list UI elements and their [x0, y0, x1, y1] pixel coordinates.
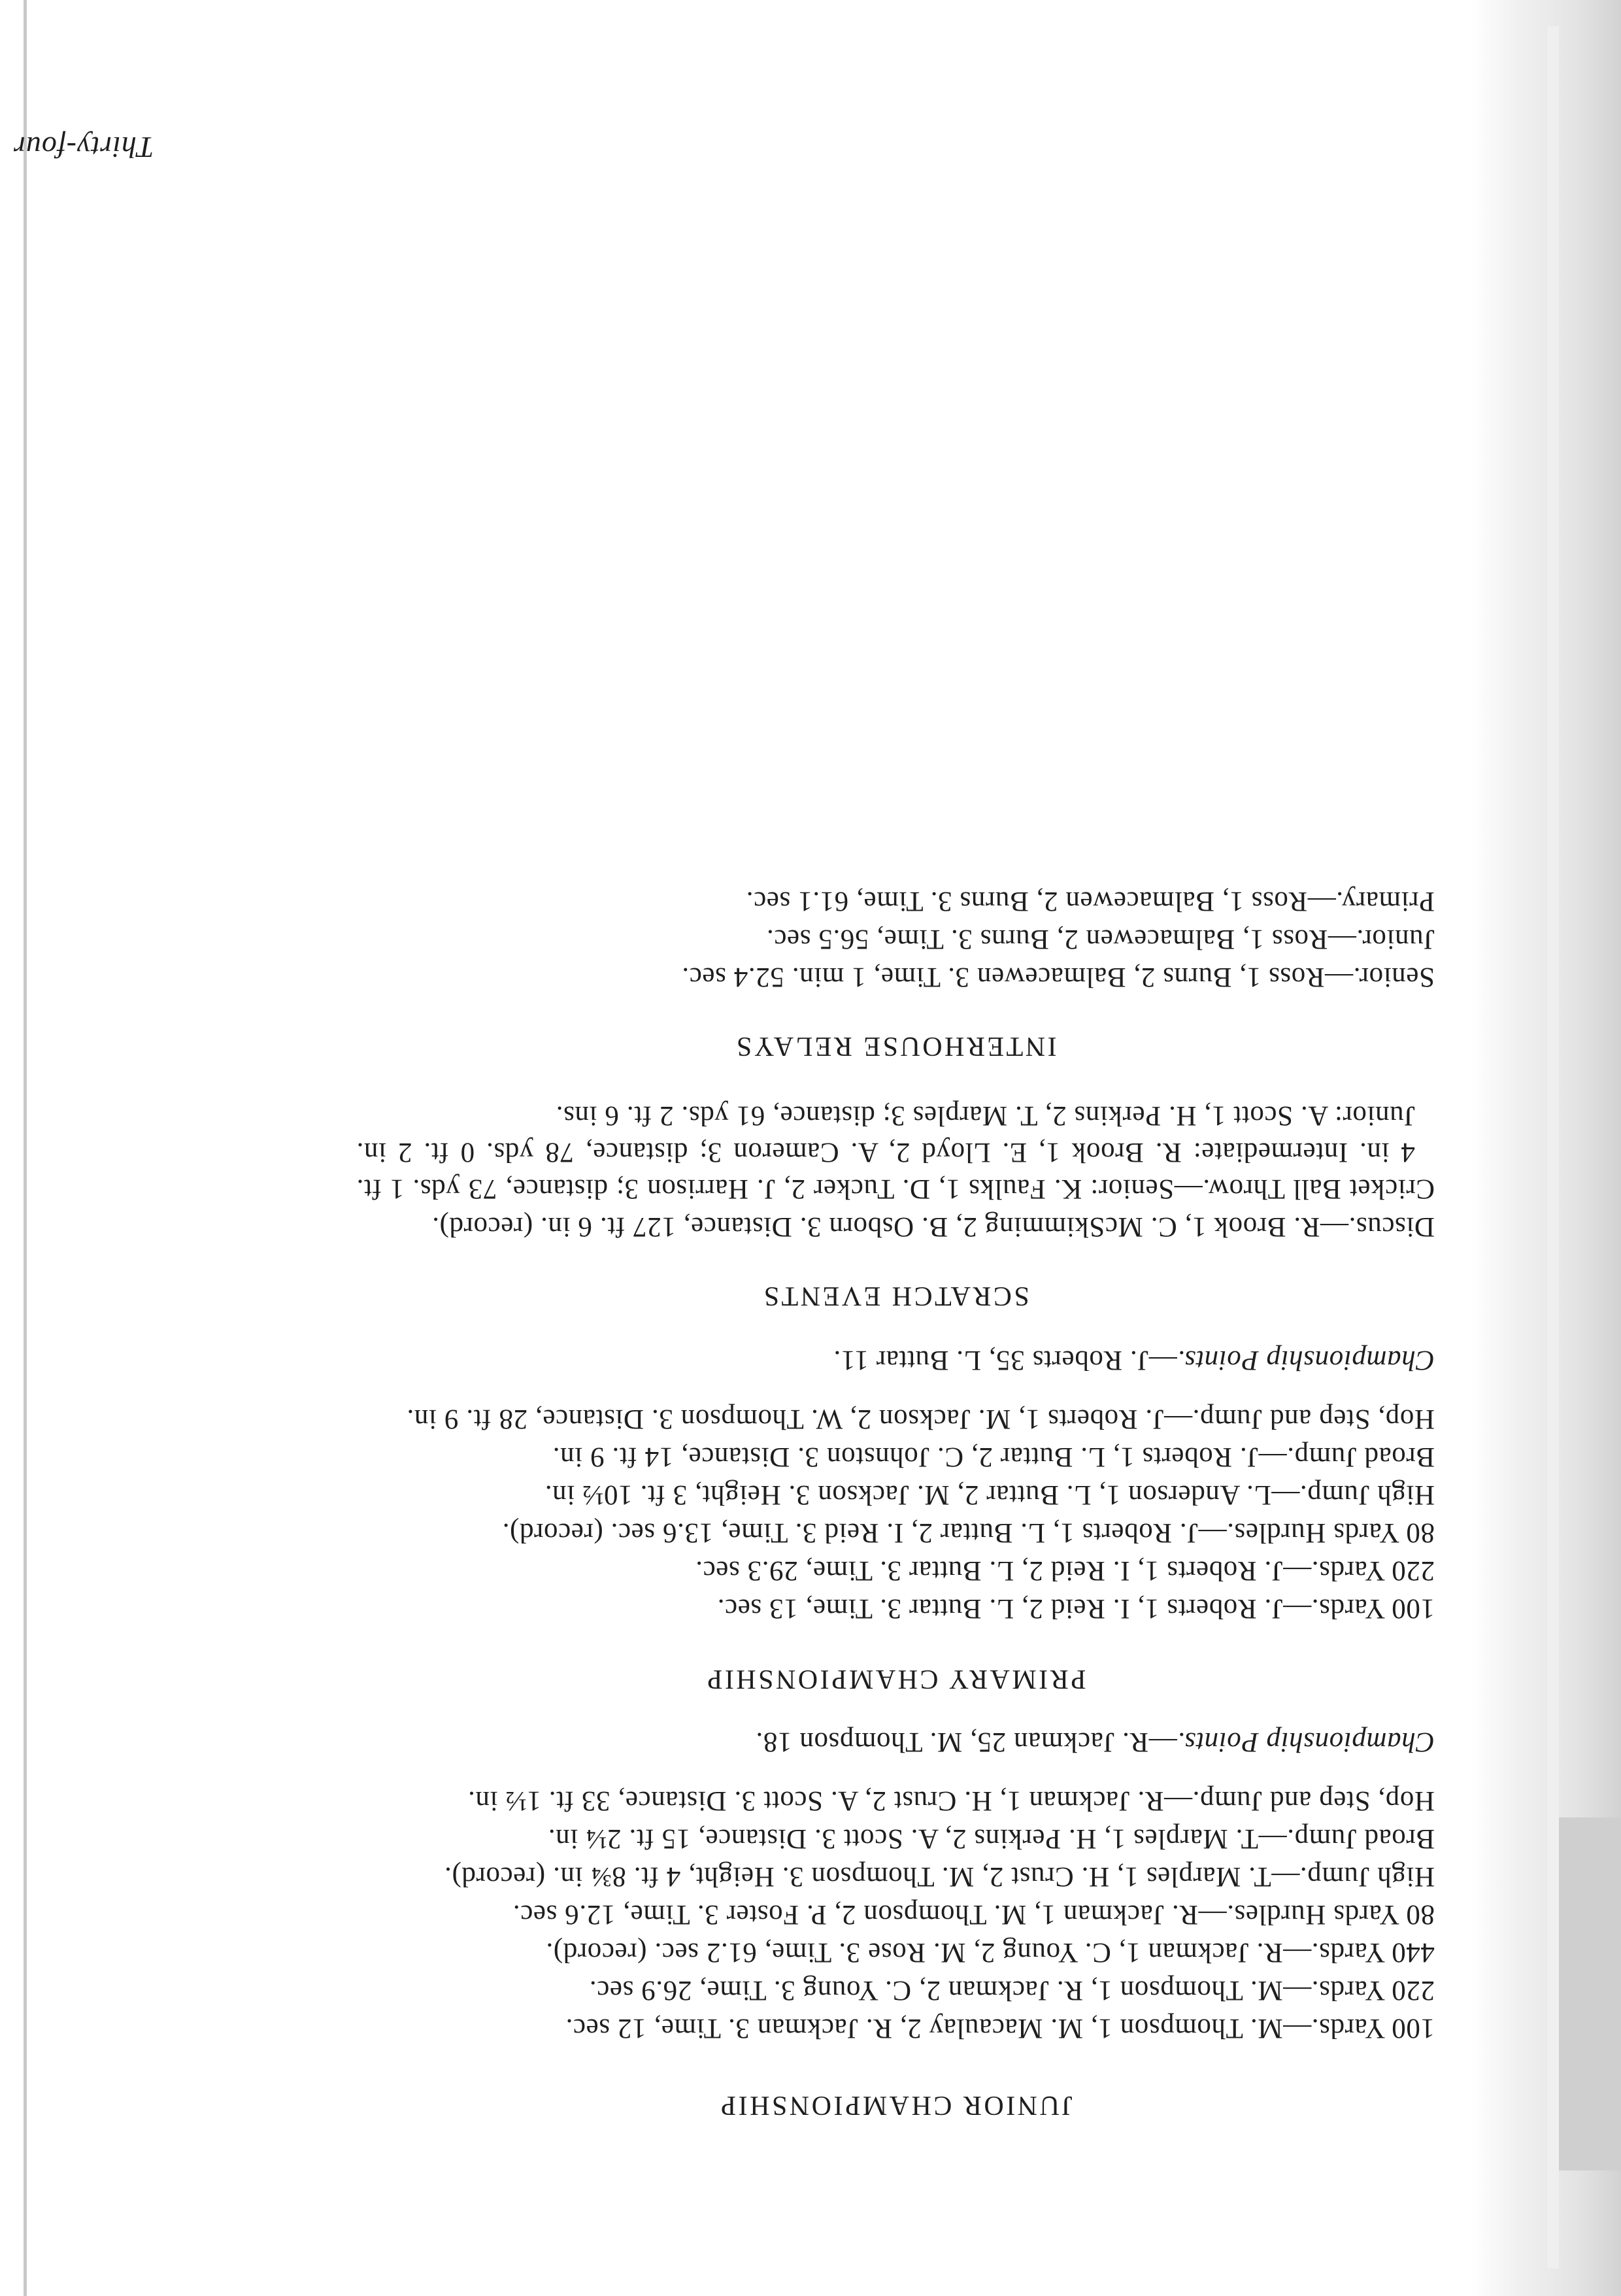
points-text: —R. Jackman 25, M. Thompson 18.	[755, 1727, 1177, 1757]
result-entry: Discus.—R. Brook 1, C. McSkimming 2, B. Osborn 3. Distance, 127 ft. 6 in. (record).	[431, 1211, 1435, 1242]
points-label: Championship Points.	[1177, 1345, 1435, 1376]
points-label: Championship Points.	[1177, 1727, 1435, 1757]
result-entry: Primary.—Ross 1, Balmacewen 2, Burns 3. Time, 61.1 sec.	[746, 886, 1435, 917]
result-entry: High Jump.—L. Anderson 1, L. Buttar 2, M. Jackson 3. Height, 3 ft. 10½ in.	[544, 1479, 1435, 1510]
primary-championship-points	[356, 1342, 1435, 1378]
scratch-events-heading: SCRATCH EVENTS	[761, 1281, 1029, 1311]
primary-championship-heading: PRIMARY CHAMPIONSHIP	[705, 1664, 1086, 1694]
result-entry: Hop, Step and Jump.—R. Jackman 1, H. Crust 2, A. Scott 3. Distance, 33 ft. 1½ in.	[467, 1785, 1435, 1816]
result-entry: Senior.—Ross 1, Burns 2, Balmacewen 3. Time, 1 min. 52.4 sec.	[681, 962, 1435, 992]
result-entry: 100 Yards.—M. Thompson 1, M. Macaulay 2, R. Jackman 3. Time, 12 sec.	[565, 2013, 1435, 2044]
result-entry: 220 Yards.—J. Roberts 1, I. Reid 2, L. Buttar 3. Time, 29.3 sec.	[695, 1555, 1435, 1586]
junior-championship-points	[356, 1723, 1435, 1760]
result-entry: 80 Yards Hurdles.—R. Jackman 1, M. Thompson 2, P. Foster 3. Time, 12.6 sec.	[512, 1899, 1435, 1930]
result-entry: Broad Jump.—J. Roberts 1, L. Buttar 2, C. Johnston 3. Distance, 14 ft. 9 in.	[552, 1442, 1435, 1472]
relay-results	[356, 883, 1435, 995]
text-body	[356, 881, 1435, 2123]
junior-championship-heading: JUNIOR CHAMPIONSHIP	[718, 2090, 1073, 2120]
result-entry: Hop, Step and Jump.—J. Roberts 1, M. Jackson 2, W. Thompson 3. Distance, 28 ft. 9 in.	[406, 1404, 1435, 1434]
result-entry: Broad Jump.—T. Marples 1, H. Perkins 2, A. Scott 3. Distance, 15 ft. 2¼ in.	[548, 1823, 1435, 1854]
junior-results	[356, 1782, 1435, 2046]
result-entry: High Jump.—T. Marples 1, H. Crust 2, M. Thompson 3. Height, 4 ft. 8¾ in. (record).	[444, 1861, 1435, 1892]
result-entry: Cricket Ball Throw.—Senior: K. Faulks 1, D. Tucker 2, J. Harrison 3; distance, 73 yds. 1 ft. 4 in. Intermediate: R. Brook 1, E. Lloyd 2, A. Cameron 3; distance, 78 yds. 0 ft. 2 in. Junior: A. Scott 1, H. Perkins 2, T. Marples 3; distance, 61 yds. 2 ft. 6 ins.	[356, 1100, 1435, 1204]
points-text: —J. Roberts 35, L. Buttar 11.	[833, 1345, 1177, 1376]
result-entry: 80 Yards Hurdles.—J. Roberts 1, L. Buttar 2, I. Reid 3. Time, 13.6 sec. (record).	[502, 1517, 1435, 1548]
result-entry: 440 Yards.—R. Jackman 1, C. Young 2, M. Rose 3. Time, 61.2 sec. (record).	[545, 1937, 1435, 1968]
scratch-results	[356, 1097, 1435, 1245]
page-number: Thirty-four	[13, 131, 154, 164]
result-entry: Junior.—Ross 1, Balmacewen 2, Burns 3. Time, 56.5 sec.	[766, 924, 1435, 954]
primary-results	[356, 1400, 1435, 1627]
result-entry: 220 Yards.—M. Thompson 1, R. Jackman 2, C. Young 3. Time, 26.9 sec.	[589, 1975, 1435, 2006]
interhouse-relays-heading: INTERHOUSE RELAYS	[734, 1031, 1057, 1061]
result-entry: 100 Yards.—J. Roberts 1, I. Reid 2, L. Buttar 3. Time, 13 sec.	[717, 1593, 1435, 1624]
